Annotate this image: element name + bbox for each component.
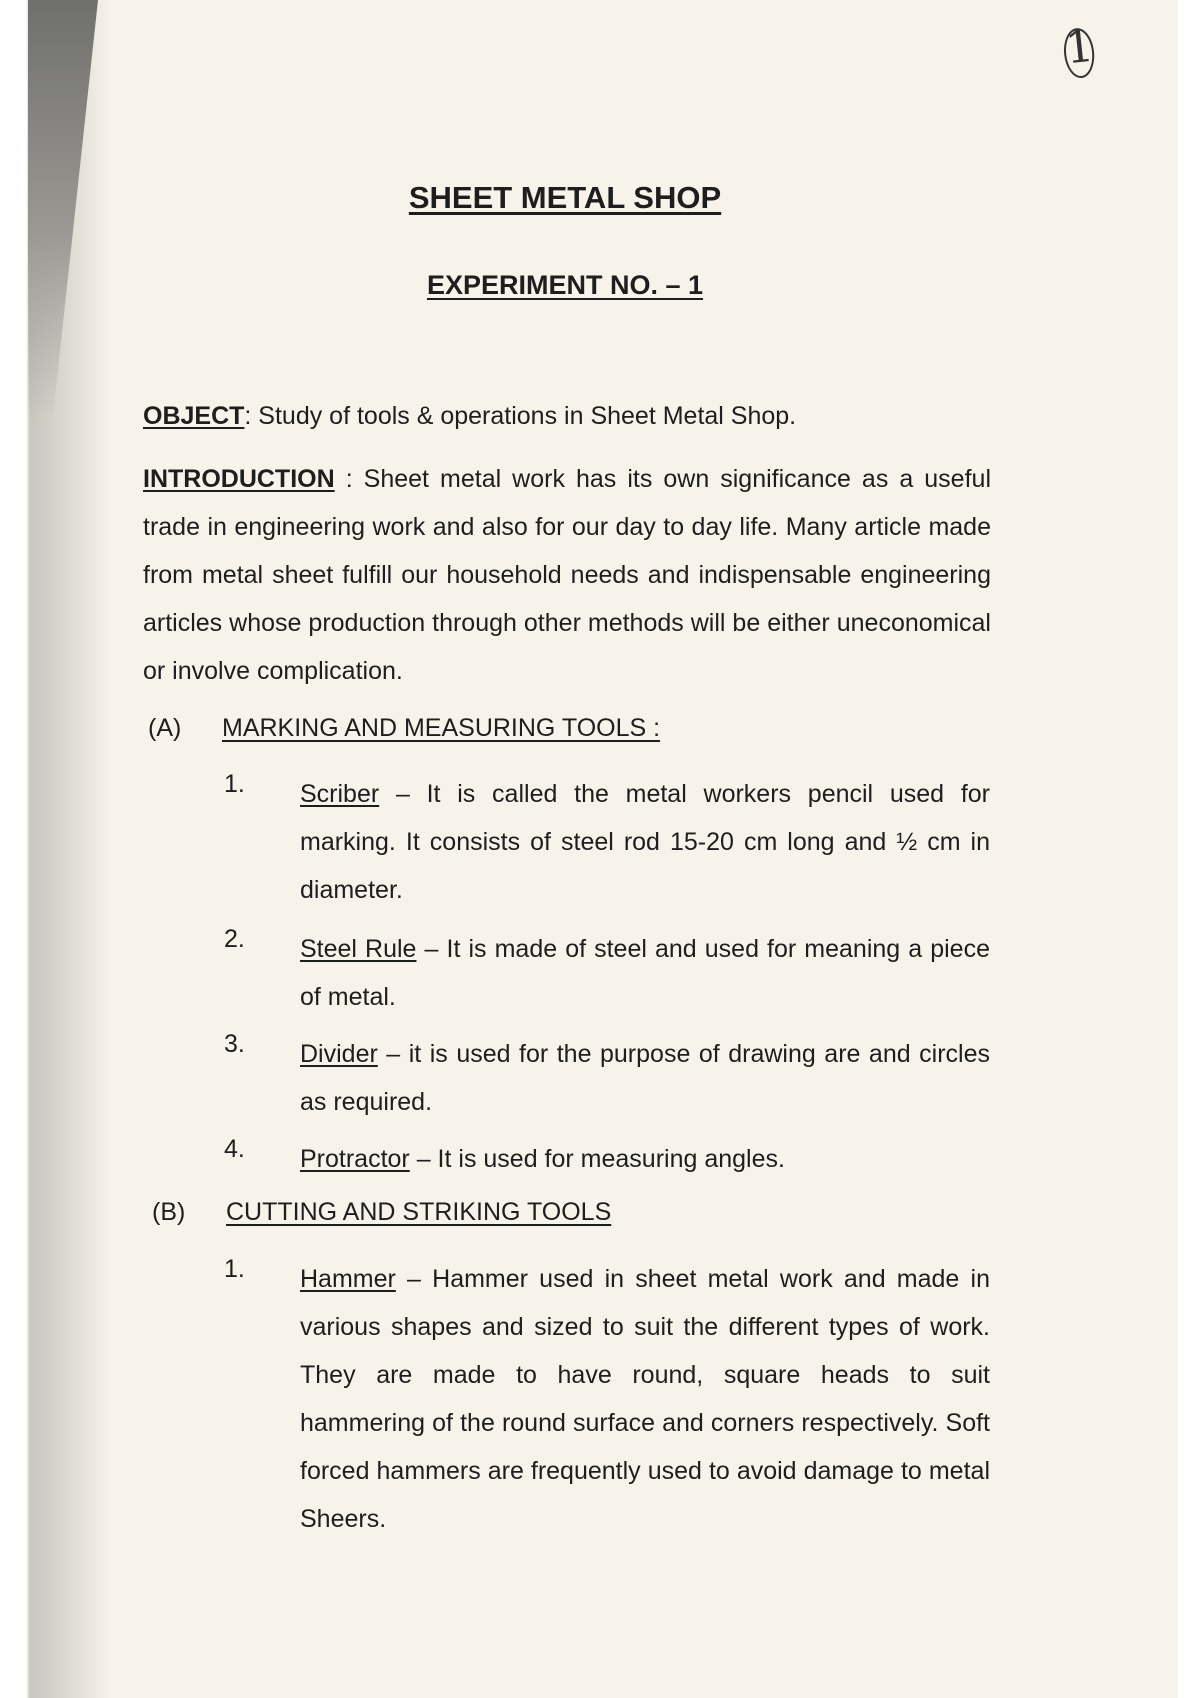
introduction-text: : Sheet metal work has its own significance as a useful trade in engineering work and also for our day to day life. Many article made from metal sheet fulfill our household needs and indispensable engineering articles whose production through other methods will be either uneconomical or involve complication. (143, 465, 991, 685)
section-heading: CUTTING AND STRIKING TOOLS (226, 1198, 612, 1226)
handwritten-page-number (1059, 20, 1101, 83)
section-marker: (B) (152, 1198, 186, 1226)
item-text: – It is used for measuring angles. (409, 1145, 785, 1173)
item-body (300, 1255, 990, 1543)
item-term: Hammer (300, 1265, 396, 1293)
item-body (300, 1030, 990, 1126)
item-number: 1. (224, 770, 245, 798)
introduction-paragraph (143, 455, 991, 695)
scan-right-edge (1178, 0, 1200, 1698)
item-number: 2. (224, 925, 245, 953)
object-paragraph (143, 392, 991, 440)
item-number: 3. (224, 1030, 245, 1058)
introduction-label: INTRODUCTION (143, 465, 335, 493)
item-number: 1. (224, 1255, 245, 1283)
experiment-number: EXPERIMENT NO. – 1 (426, 270, 704, 300)
section-heading: MARKING AND MEASURING TOOLS : (222, 714, 661, 742)
item-body (300, 1135, 990, 1183)
item-text: – It is made of steel and used for meaning a piece of metal. (300, 935, 990, 1011)
item-number: 4. (224, 1135, 245, 1163)
object-text: : Study of tools & operations in Sheet Metal Shop. (244, 402, 797, 430)
page-number-text: 1 (1062, 20, 1097, 75)
item-term: Protractor (300, 1145, 410, 1173)
item-body (300, 925, 990, 1021)
item-text: – it is used for the purpose of drawing are and circles as required. (300, 1040, 990, 1116)
page-title: SHEET METAL SHOP (408, 180, 722, 215)
object-label: OBJECT (143, 402, 245, 430)
item-term: Divider (300, 1040, 378, 1068)
item-term: Scriber (300, 780, 380, 808)
item-term: Steel Rule (300, 935, 417, 963)
item-text: – Hammer used in sheet metal work and made in various shapes and sized to suit the different types of work. They are made to have round, square heads to suit hammering of the round surface and corners respectively. Soft forced hammers are frequently used to avoid damage to metal Sheers. (300, 1265, 990, 1533)
item-body (300, 770, 990, 914)
item-text: – It is called the metal workers pencil used for marking. It consists of steel rod 15-20 cm long and ½ cm in diameter. (300, 780, 990, 904)
section-marker: (A) (148, 714, 182, 742)
